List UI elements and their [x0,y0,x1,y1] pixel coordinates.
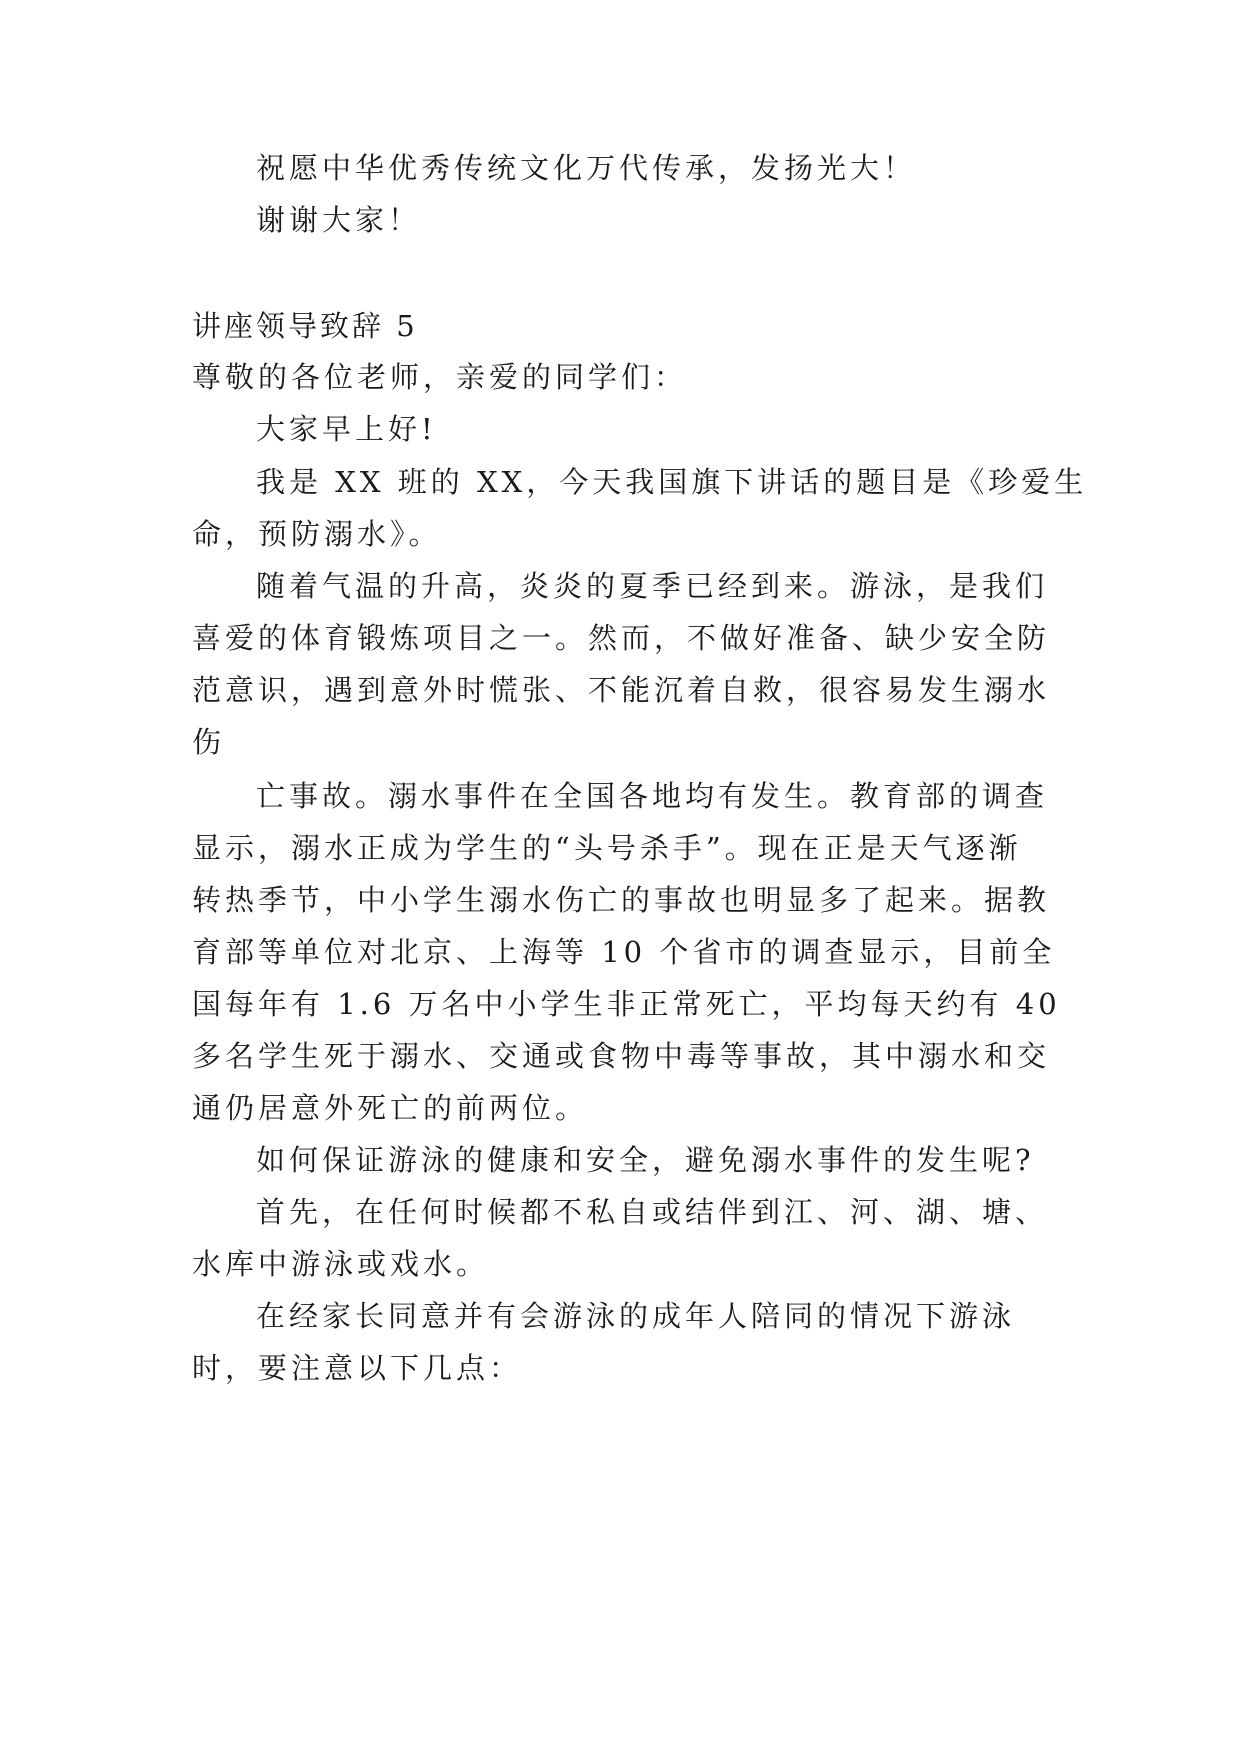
greeting: 大家早上好! [256,412,437,446]
paragraph-line: 时，要注意以下几点： [192,1351,523,1385]
paragraph-line: 在经家长同意并有会游泳的成年人陪同的情况下游泳 [256,1299,1016,1333]
paragraph-line: 亡事故。溺水事件在全国各地均有发生。教育部的调查 [256,779,1049,813]
paragraph-line: 多名学生死于溺水、交通或食物中毒等事故，其中溺水和交 [192,1039,1051,1073]
closing-thanks: 谢谢大家！ [256,203,422,237]
closing-wish: 祝愿中华优秀传统文化万代传承，发扬光大！ [256,151,917,185]
paragraph-line: 显示，溺水正成为学生的“头号杀手”。现在正是天气逐渐 [192,831,1022,865]
paragraph-line: 随着气温的升高，炎炎的夏季已经到来。游泳，是我们 [256,569,1049,603]
paragraph-line: 伤 [192,725,226,759]
section-heading: 讲座领导致辞 5 [192,309,418,343]
paragraph-line: 我是 XX 班的 XX，今天我国旗下讲话的题目是《珍爱生 [256,465,1088,499]
paragraph-line: 范意识，遇到意外时慌张、不能沉着自救，很容易发生溺水 [192,673,1051,707]
paragraph-line: 转热季节，中小学生溺水伤亡的事故也明显多了起来。据教 [192,883,1051,917]
paragraph-line: 命，预防溺水》。 [192,517,442,551]
paragraph-line: 首先，在任何时候都不私自或结伴到江、河、湖、塘、 [256,1195,1049,1229]
paragraph-line: 喜爱的体育锻炼项目之一。然而，不做好准备、缺少安全防 [192,621,1051,655]
paragraph-line: 如何保证游泳的健康和安全，避免溺水事件的发生呢? [256,1143,1035,1177]
salutation: 尊敬的各位老师，亲爱的同学们： [192,360,688,394]
paragraph-line: 通仍居意外死亡的前两位。 [192,1091,589,1125]
paragraph-line: 育部等单位对北京、上海等 10 个省市的调查显示，目前全 [192,935,1056,969]
paragraph-line: 国每年有 1.6 万名中小学生非正常死亡，平均每天约有 40 [192,987,1061,1021]
paragraph-line: 水库中游泳或戏水。 [192,1247,490,1281]
